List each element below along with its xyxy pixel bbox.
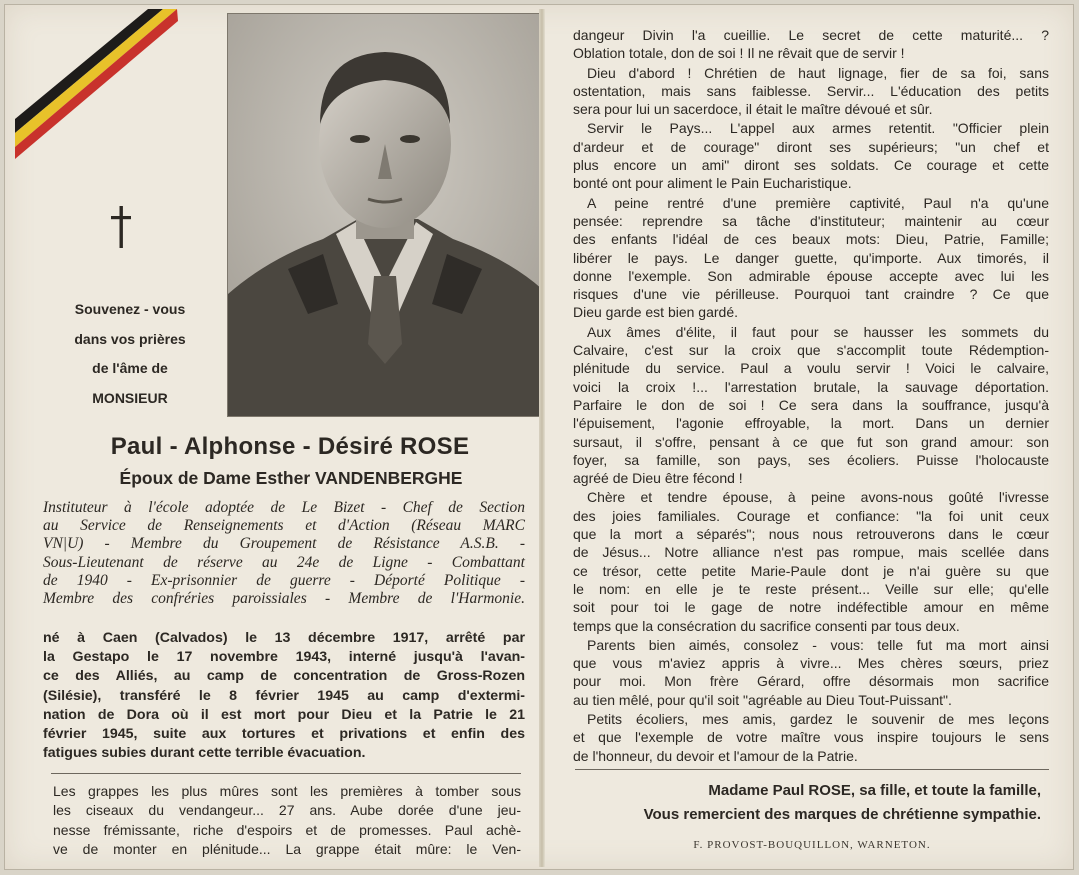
eulogy-line: plus encore un ami" diront ses soldats. Ce courage et cette: [573, 157, 1049, 174]
eulogy-paragraph: [573, 710, 1049, 765]
eulogy-line: risques d'une vie périlleuse. Pourquoi tant craindre ? Ce que: [573, 286, 1049, 303]
eulogy-left: [53, 782, 521, 859]
eulogy-line: foyer, sa famille, son pays, ses écoliers. Puisse l'holocauste: [573, 451, 1049, 468]
eulogy-line: Petits écoliers, mes amis, gardez le souvenir de mes leçons: [587, 710, 1049, 727]
eulogy-line: les ciseaux du vendangeur... 27 ans. Aube dorée d'une jeu-: [53, 802, 521, 819]
eulogy-line: que la mort a séparés"; nous nous retrouverons dans le cœur: [573, 526, 1049, 543]
eulogy-line: pour moi. Mon frère Gérard, offre désormais mon sacrifice: [573, 673, 1049, 690]
eulogy-line: soit pour toi le gage de notre indéfectible amour en même: [573, 599, 1049, 616]
eulogy-line: des joies familiales. Courage et confiance: "la foi unit ceux: [573, 507, 1049, 524]
eulogy-line: Chère et tendre épouse, à peine avons-nous goûté l'ivresse: [587, 489, 1049, 506]
titles-line: Sous-Lieutenant de réserve au 24e de Ligne - Combattant: [43, 553, 525, 571]
latin-cross-icon: [109, 204, 133, 250]
eulogy-paragraph: [573, 64, 1049, 119]
printer-credit: F. PROVOST-BOUQUILLON, WARNETON.: [693, 839, 931, 851]
eulogy-line: agréé de Dieu être fécond !: [573, 470, 743, 487]
eulogy-line: ve de monter en plénitude... La grappe était mûre: le Ven-: [53, 840, 521, 857]
remembrance-line: MONSIEUR: [92, 389, 168, 406]
thanks-block: [577, 779, 1041, 827]
eulogy-line: et que l'exemple de votre maître vous inspire toujours le sens: [573, 729, 1049, 746]
biography-line: nation de Dora où il est mort pour Dieu et la Patrie le 21: [43, 706, 525, 723]
eulogy-line: Dieu d'abord ! Chrétien de haut lignage, fier de sa foi, sans: [587, 64, 1049, 81]
biography-line: la Gestapo le 17 novembre 1943, interné jusqu'à l'avan-: [43, 649, 525, 666]
biography-line: ce des Alliés, au camp de concentration de Gross-Rozen: [43, 668, 525, 685]
remembrance-text: [45, 295, 215, 413]
titles-line: Instituteur à l'école adoptée de Le Bizet - Chef de Section: [43, 499, 525, 516]
eulogy-line: Aux âmes d'élite, il faut pour se hausser les sommets du: [587, 323, 1049, 340]
belgian-flag-ribbon: [3, 9, 178, 159]
eulogy-paragraph: [573, 194, 1049, 322]
eulogy-line: dangeur Divin l'a cueillie. Le secret de cette maturité... ?: [573, 27, 1049, 43]
eulogy-line: Dieu garde est bien gardé.: [573, 304, 738, 321]
eulogy-line: d'ardeur et de courage" diront ses supérieurs; "un chef et: [573, 138, 1049, 155]
eulogy-line: plénitude du service. Paul a voulu servir ! Voici le calvaire,: [573, 360, 1049, 377]
eulogy-line: que vous m'aviez appris à vivre... Mes chères sœurs, priez: [573, 655, 1049, 672]
memorial-card: [4, 4, 1074, 870]
eulogy-line: sursaut, il s'offre, pensant à ce que fut son grand amour: son: [573, 433, 1049, 450]
eulogy-line: sera pour lui un sacerdoce, il était le maître dévoué et sûr.: [573, 101, 933, 118]
eulogy-line: temps que la consécration du sacrifice consenti par tous deux.: [573, 617, 960, 634]
remembrance-line: dans vos prières: [74, 330, 186, 347]
remembrance-line: de l'âme de: [92, 360, 168, 376]
spouse-line: Époux de Dame Esther VANDENBERGHE: [119, 468, 463, 488]
eulogy-line: Calvaire, c'est sur la croix que s'accomplit toute Rédemption-: [573, 342, 1049, 359]
eulogy-line: nesse frémissante, riche d'espoirs et de promesses. Paul achè-: [53, 821, 521, 838]
titles-line: Membre des confréries paroissiales - Membre de l'Harmonie.: [43, 590, 525, 608]
remembrance-line: Souvenez - vous: [74, 301, 186, 317]
eulogy-paragraph: [573, 119, 1049, 192]
eulogy-line: l'épuisement, l'agonie effroyable, la mort. Dans un dernier: [573, 415, 1049, 432]
biography-line: né à Caen (Calvados) le 13 décembre 1917, arrêté par: [43, 630, 525, 646]
thanks-line: Madame Paul ROSE, sa fille, et toute la famille,: [708, 782, 1041, 799]
eulogy-line: voici la croix !... l'arrestation brutale, la sauvage déportation.: [573, 378, 1049, 395]
titles-line: de 1940 - Ex-prisonnier de guerre - Déporté Politique -: [43, 571, 525, 589]
eulogy-line: ostentation, mais sans faiblesse. Servir... L'éducation des petits: [573, 82, 1049, 99]
biography-block: [43, 629, 525, 763]
thanks-line: Vous remercient des marques de chrétienne sympathie.: [643, 806, 1041, 823]
left-page: [15, 9, 537, 867]
right-page: [545, 9, 1073, 867]
divider: [575, 769, 1049, 770]
eulogy-line: des enfants l'idéal de ces beaux mots: Dieu, Patrie, Famille;: [573, 231, 1049, 248]
eulogy-paragraph: [573, 488, 1049, 634]
eulogy-right: [573, 25, 1049, 765]
titles-line: VN|U) - Membre du Groupement de Résistance A.S.B. -: [43, 535, 525, 553]
eulogy-line: ce trésor, cette petite Marie-Paule dont je n'ai guère su que: [573, 562, 1049, 579]
eulogy-line: Les grappes les plus mûres sont les premières à tomber sous: [53, 783, 521, 799]
biography-line: février 1945, suite aux tortures et privations et enfin des: [43, 726, 525, 743]
eulogy-line: de l'honneur, du devoir et l'amour de la Patrie.: [573, 747, 858, 764]
eulogy-line: pensée: reprendre sa tâche d'instituteur; maintenir au cœur: [573, 212, 1049, 229]
biography-line: (Silésie), transféré le 8 février 1945 au camp d'extermi-: [43, 687, 525, 704]
eulogy-paragraph: [573, 636, 1049, 709]
eulogy-line: Parents bien aimés, consolez - vous: telle fut ma mort ainsi: [587, 636, 1049, 653]
biography-line: fatigues subies durant cette terrible évacuation.: [43, 745, 366, 762]
titles-block: [43, 499, 525, 608]
divider: [51, 773, 521, 774]
eulogy-line: donne l'exemple. Son admirable épouse accepte avec lui les: [573, 267, 1049, 284]
eulogy-line: Oblation totale, don de soi ! Il ne rêvait que de servir !: [573, 45, 905, 62]
titles-line: au Service de Renseignements et d'Action (Réseau MARC: [43, 517, 525, 535]
eulogy-line: Parfaire le don de soi ! Ce sera dans la souffrance, jusqu'à: [573, 396, 1049, 413]
eulogy-line: de Jésus... Notre alliance n'est pas rompue, mais scellée dans: [573, 544, 1049, 561]
eulogy-line: le nom: en elle je te reste présent... Veille sur elle; qu'elle: [573, 580, 1049, 597]
eulogy-paragraph: [573, 26, 1049, 63]
portrait-photo: [227, 13, 543, 417]
eulogy-line: A peine rentré d'une première captivité, Paul n'a qu'une: [587, 194, 1049, 211]
eulogy-line: libérer le pays. Le danger guette, qu'importe. Aux timorés, il: [573, 249, 1049, 266]
eulogy-line: au tien mêlé, pour qu'il soit "agréable au Dieu Tout-Puissant".: [573, 691, 952, 708]
eulogy-line: bonté ont pour aliment le Pain Eucharistique.: [573, 175, 852, 192]
eulogy-line: Servir le Pays... L'appel aux armes retentit. "Officier plein: [587, 120, 1049, 137]
deceased-name: Paul - Alphonse - Désiré ROSE: [110, 433, 470, 460]
eulogy-paragraph: [573, 323, 1049, 488]
